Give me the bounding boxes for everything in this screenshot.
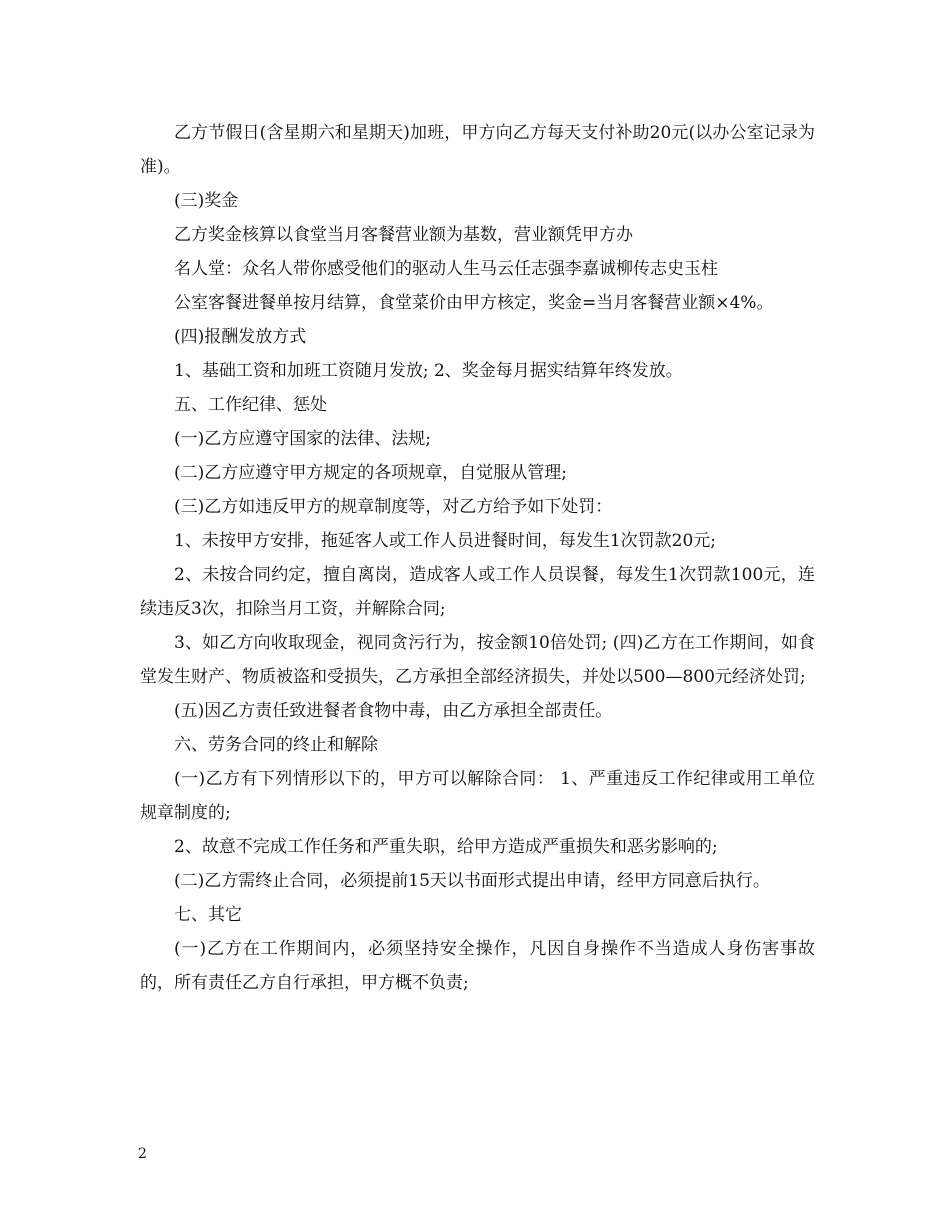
paragraph-penalty-2: 2、未按合同约定，擅自离岗，造成客人或工作人员误餐，每发生1次罚款100元，连续违反3次，扣除当月工资，并解除合同; <box>140 565 815 619</box>
page-number: 2 <box>138 1146 147 1162</box>
paragraph-safety: (一)乙方在工作期间内，必须坚持安全操作，凡因自身操作不当造成人身伤害事故的，所有责任乙方自行承担，甲方概不负责; <box>140 939 815 993</box>
heading-termination: 六、劳务合同的终止和解除 <box>174 735 378 755</box>
paragraph-penalty-3: 3、如乙方向收取现金，视同贪污行为，按金额10倍处罚; (四)乙方在工作期间，如食堂发生财产、物质被盗和受损失，乙方承担全部经济损失，并处以500—800元经济处罚; <box>140 633 815 687</box>
heading-bonus: (三)奖金 <box>174 191 239 211</box>
paragraph-penalty-1: 1、未按甲方安排，拖延客人或工作人员进餐时间，每发生1次罚款20元; <box>174 531 716 551</box>
paragraph-termination-1: (一)乙方有下列情形以下的，甲方可以解除合同： 1、严重违反工作纪律或用工单位规章制度的; <box>140 769 815 823</box>
paragraph-bonus-basis: 乙方奖金核算以食堂当月客餐营业额为基数，营业额凭甲方办 <box>174 225 633 245</box>
paragraph-inserted-line: 名人堂：众名人带你感受他们的驱动人生马云任志强李嘉诚柳传志史玉柱 <box>174 259 718 279</box>
heading-other: 七、其它 <box>174 905 242 925</box>
heading-payment-method: (四)报酬发放方式 <box>174 327 307 347</box>
document-body <box>140 116 815 1000</box>
paragraph-payment-method: 1、基础工资和加班工资随月发放; 2、奖金每月据实结算年终发放。 <box>174 361 683 381</box>
paragraph-food-poisoning: (五)因乙方责任致进餐者食物中毒，由乙方承担全部责任。 <box>174 701 613 721</box>
paragraph-discipline-3: (三)乙方如违反甲方的规章制度等，对乙方给予如下处罚： <box>174 497 613 517</box>
paragraph-bonus-formula: 公室客餐进餐单按月结算，食堂菜价由甲方核定，奖金=当月客餐营业额×4%。 <box>174 293 774 313</box>
paragraph-discipline-2: (二)乙方应遵守甲方规定的各项规章，自觉服从管理; <box>174 463 567 483</box>
heading-discipline: 五、工作纪律、惩处 <box>174 395 327 415</box>
paragraph-termination-2: 2、故意不完成工作任务和严重失职，给甲方造成严重损失和恶劣影响的; <box>174 837 718 857</box>
paragraph-overtime-allowance: 乙方节假日(含星期六和星期天)加班，甲方向乙方每天支付补助20元(以办公室记录为准)。 <box>140 123 815 177</box>
paragraph-termination-3: (二)乙方需终止合同，必须提前15天以书面形式提出申请，经甲方同意后执行。 <box>174 871 770 891</box>
paragraph-discipline-1: (一)乙方应遵守国家的法律、法规; <box>174 429 431 449</box>
